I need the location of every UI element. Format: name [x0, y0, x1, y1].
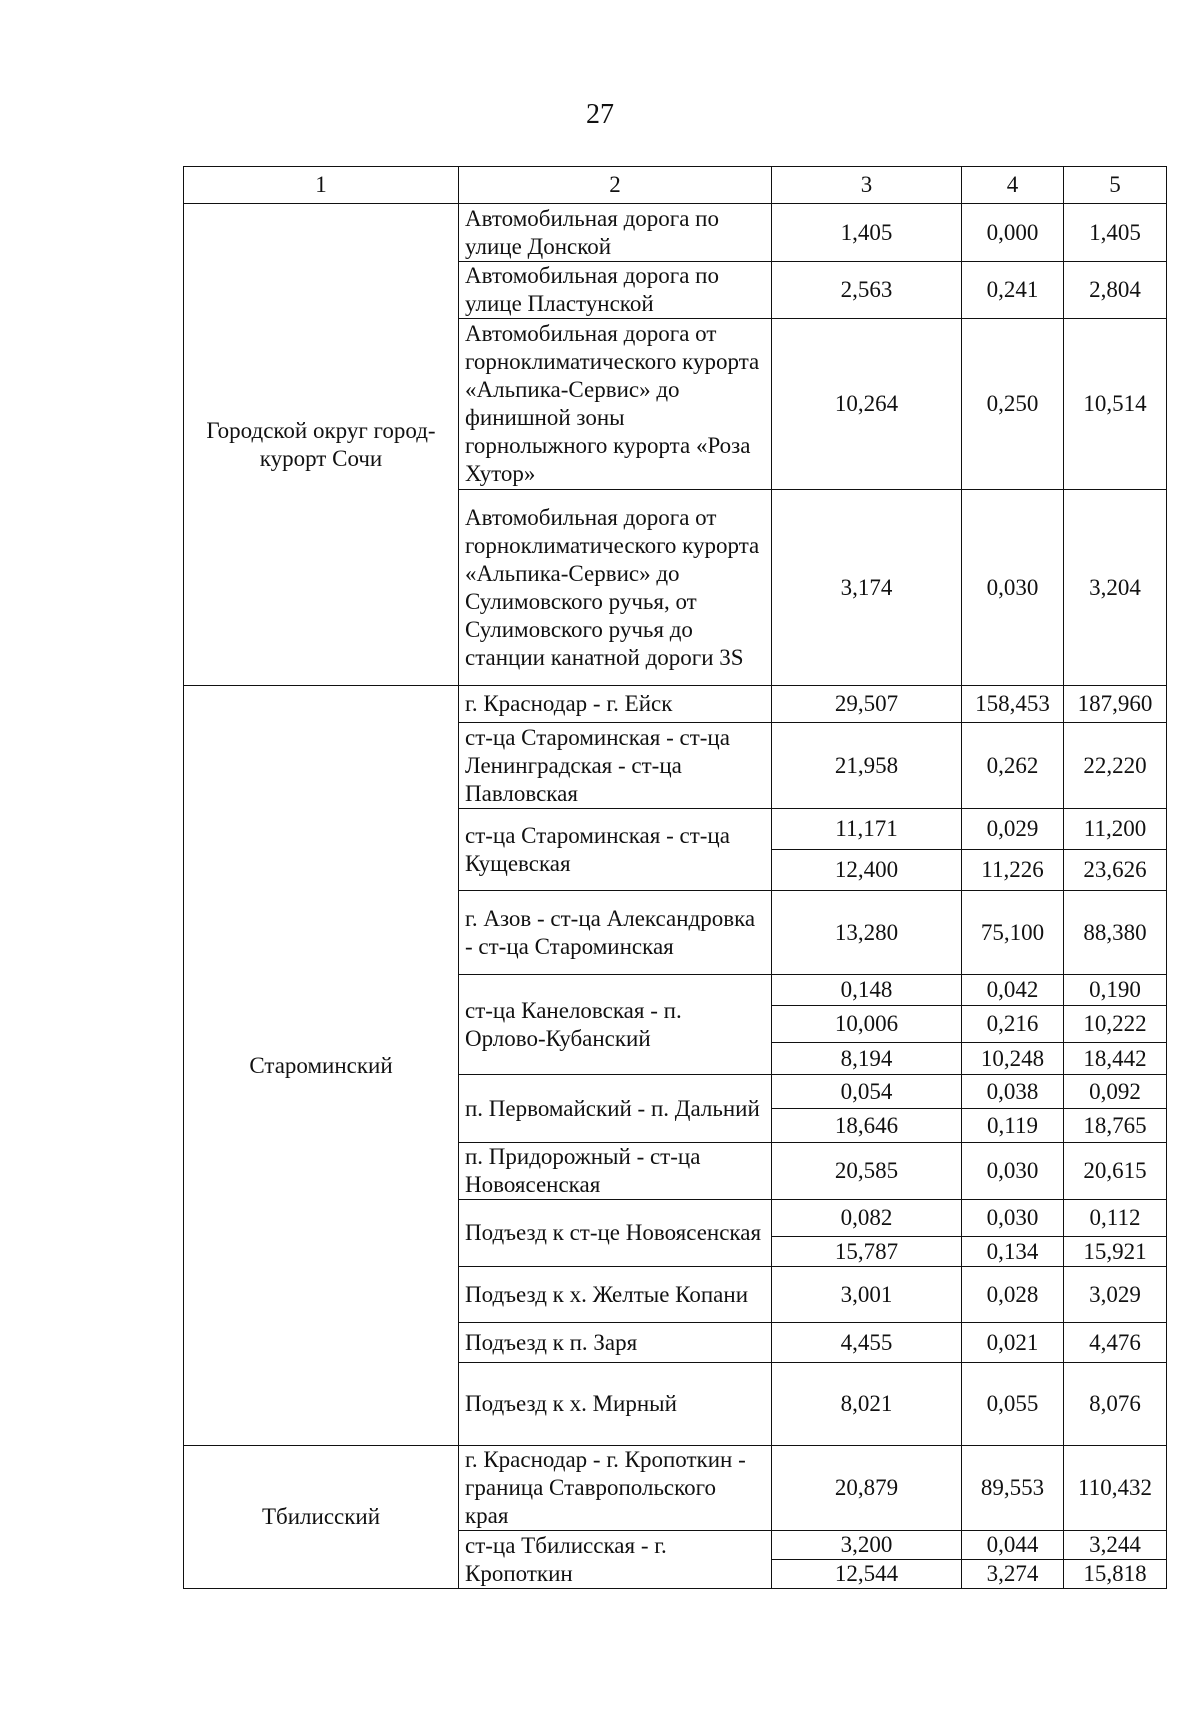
value-cell: 11,200: [1064, 809, 1167, 850]
value-cell: 4,476: [1064, 1323, 1167, 1363]
header-cell: 2: [459, 167, 772, 204]
value-cell: 12,400: [772, 850, 962, 891]
value-cell: 110,432: [1064, 1446, 1167, 1531]
road-name-cell: Автомобильная дорога от горноклиматического курорта «Альпика-Сервис» до Сулимовского ручья, от Сулимовского ручья до станции канатной дороги 3S: [459, 490, 772, 686]
value-cell: 3,174: [772, 490, 962, 686]
value-cell: 13,280: [772, 891, 962, 975]
value-cell: 3,200: [772, 1531, 962, 1560]
table-row: [184, 1446, 1167, 1531]
value-cell: 10,006: [772, 1006, 962, 1043]
value-cell: 0,054: [772, 1075, 962, 1109]
road-name-cell: Автомобильная дорога по улице Пластунской: [459, 262, 772, 319]
value-cell: 0,030: [962, 1200, 1064, 1237]
value-cell: 10,514: [1064, 319, 1167, 490]
value-cell: 12,544: [772, 1560, 962, 1589]
value-cell: 15,787: [772, 1237, 962, 1267]
value-cell: 0,241: [962, 262, 1064, 319]
value-cell: 0,112: [1064, 1200, 1167, 1237]
value-cell: 0,134: [962, 1237, 1064, 1267]
header-cell: 5: [1064, 167, 1167, 204]
road-name-cell: ст-ца Тбилисская - г. Кропоткин: [459, 1531, 772, 1589]
value-cell: 88,380: [1064, 891, 1167, 975]
value-cell: 2,563: [772, 262, 962, 319]
road-name-cell: Автомобильная дорога от горноклиматического курорта «Альпика-Сервис» до финишной зоны горнолыжного курорта «Роза Хутор»: [459, 319, 772, 490]
road-name-cell: ст-ца Канеловская - п. Орлово-Кубанский: [459, 975, 772, 1075]
value-cell: 11,226: [962, 850, 1064, 891]
value-cell: 15,921: [1064, 1237, 1167, 1267]
value-cell: 18,442: [1064, 1043, 1167, 1075]
value-cell: 0,148: [772, 975, 962, 1006]
value-cell: 0,030: [962, 1143, 1064, 1200]
region-cell: Тбилисский: [184, 1446, 459, 1589]
roads-table: [183, 166, 1167, 1589]
value-cell: 75,100: [962, 891, 1064, 975]
value-cell: 187,960: [1064, 686, 1167, 723]
value-cell: 0,216: [962, 1006, 1064, 1043]
road-name-cell: п. Первомайский - п. Дальний: [459, 1075, 772, 1143]
value-cell: 21,958: [772, 723, 962, 809]
value-cell: 2,804: [1064, 262, 1167, 319]
road-name-cell: г. Краснодар - г. Ейск: [459, 686, 772, 723]
value-cell: 20,615: [1064, 1143, 1167, 1200]
value-cell: 0,055: [962, 1363, 1064, 1446]
header-row: [184, 167, 1167, 204]
region-cell: Городской округ город-курорт Сочи: [184, 204, 459, 686]
header-cell: 3: [772, 167, 962, 204]
road-name-cell: г. Азов - ст-ца Александровка - ст-ца Староминская: [459, 891, 772, 975]
value-cell: 3,029: [1064, 1267, 1167, 1323]
road-name-cell: г. Краснодар - г. Кропоткин - граница Ставропольского края: [459, 1446, 772, 1531]
value-cell: 0,038: [962, 1075, 1064, 1109]
value-cell: 3,244: [1064, 1531, 1167, 1560]
value-cell: 0,250: [962, 319, 1064, 490]
value-cell: 10,248: [962, 1043, 1064, 1075]
region-cell: Староминский: [184, 686, 459, 1446]
roads-table-body: [184, 167, 1167, 1589]
value-cell: 0,029: [962, 809, 1064, 850]
value-cell: 0,000: [962, 204, 1064, 262]
header-cell: 1: [184, 167, 459, 204]
value-cell: 8,194: [772, 1043, 962, 1075]
value-cell: 4,455: [772, 1323, 962, 1363]
value-cell: 11,171: [772, 809, 962, 850]
value-cell: 23,626: [1064, 850, 1167, 891]
value-cell: 18,646: [772, 1109, 962, 1143]
value-cell: 89,553: [962, 1446, 1064, 1531]
value-cell: 18,765: [1064, 1109, 1167, 1143]
value-cell: 3,001: [772, 1267, 962, 1323]
road-name-cell: Подъезд к п. Заря: [459, 1323, 772, 1363]
value-cell: 0,190: [1064, 975, 1167, 1006]
header-cell: 4: [962, 167, 1064, 204]
value-cell: 158,453: [962, 686, 1064, 723]
value-cell: 20,585: [772, 1143, 962, 1200]
value-cell: 3,274: [962, 1560, 1064, 1589]
value-cell: 20,879: [772, 1446, 962, 1531]
value-cell: 1,405: [1064, 204, 1167, 262]
value-cell: 8,021: [772, 1363, 962, 1446]
value-cell: 3,204: [1064, 490, 1167, 686]
page-number: 27: [586, 99, 614, 130]
value-cell: 8,076: [1064, 1363, 1167, 1446]
value-cell: 10,222: [1064, 1006, 1167, 1043]
table-row: [184, 204, 1167, 262]
road-name-cell: Автомобильная дорога по улице Донской: [459, 204, 772, 262]
value-cell: 1,405: [772, 204, 962, 262]
road-name-cell: п. Придорожный - ст-ца Новоясенская: [459, 1143, 772, 1200]
value-cell: 0,262: [962, 723, 1064, 809]
value-cell: 29,507: [772, 686, 962, 723]
table-row: [184, 686, 1167, 723]
road-name-cell: Подъезд к х. Желтые Копани: [459, 1267, 772, 1323]
value-cell: 0,119: [962, 1109, 1064, 1143]
value-cell: 15,818: [1064, 1560, 1167, 1589]
road-name-cell: Подъезд к ст-це Новоясенская: [459, 1200, 772, 1267]
value-cell: 0,044: [962, 1531, 1064, 1560]
value-cell: 0,030: [962, 490, 1064, 686]
road-name-cell: ст-ца Староминская - ст-ца Кущевская: [459, 809, 772, 891]
value-cell: 0,082: [772, 1200, 962, 1237]
value-cell: 0,028: [962, 1267, 1064, 1323]
value-cell: 0,042: [962, 975, 1064, 1006]
value-cell: 10,264: [772, 319, 962, 490]
road-name-cell: Подъезд к х. Мирный: [459, 1363, 772, 1446]
road-name-cell: ст-ца Староминская - ст-ца Ленинградская - ст-ца Павловская: [459, 723, 772, 809]
value-cell: 0,092: [1064, 1075, 1167, 1109]
value-cell: 22,220: [1064, 723, 1167, 809]
value-cell: 0,021: [962, 1323, 1064, 1363]
